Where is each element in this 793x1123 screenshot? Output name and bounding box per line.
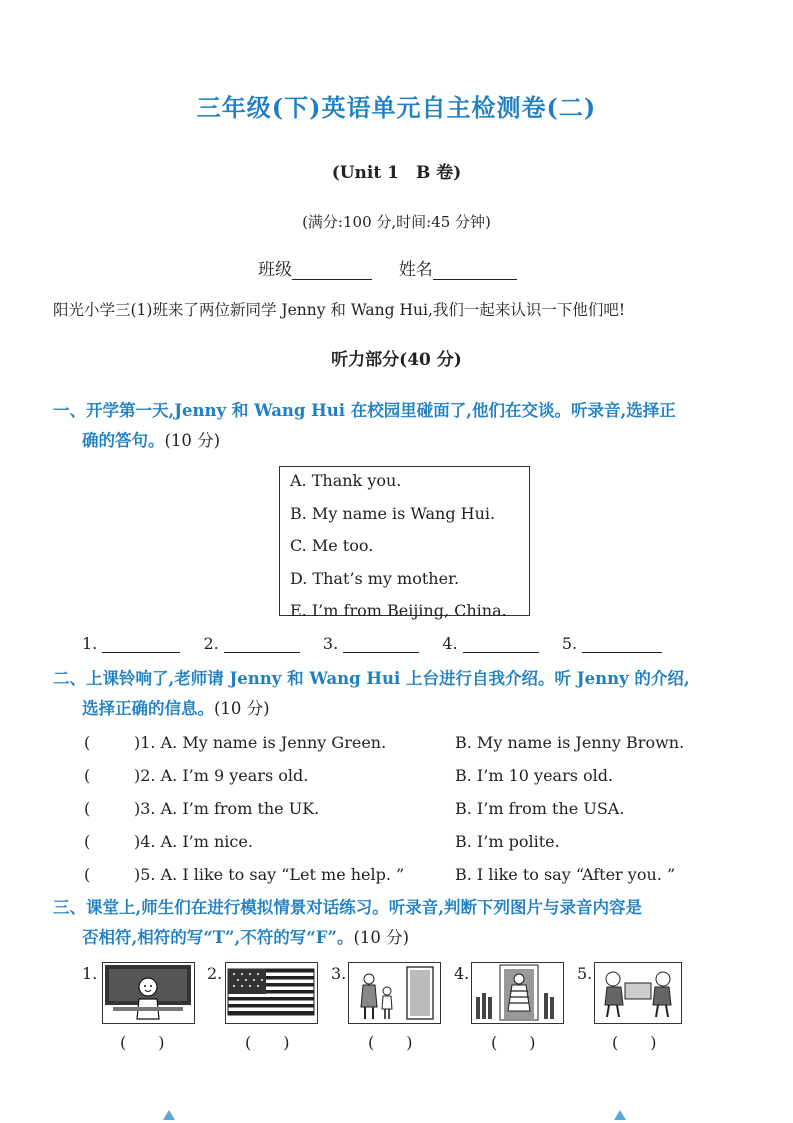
answer-label-3: 3. (322, 634, 339, 653)
answer-label-1: 1. (82, 634, 98, 653)
answer-blank-1[interactable] (102, 636, 180, 653)
picture-number-5: 5. (577, 964, 593, 983)
section1-heading-line2: 确的答句。 (82, 431, 165, 450)
picture-answer-1[interactable]: ( ) (120, 1033, 165, 1052)
section1-answer-blanks (82, 634, 680, 653)
answer-label-2: 2. (203, 634, 219, 653)
teacher-at-blackboard-icon (103, 963, 193, 1022)
section1-points: (10 分) (164, 431, 221, 450)
section3-heading (53, 893, 642, 953)
section3-heading-line2: 否相符,相符的写“T”,不符的写“F”。 (82, 928, 354, 947)
question-option-b: B. My name is Jenny Brown. (455, 733, 685, 752)
question-row (84, 726, 744, 759)
option-b: B. My name is Wang Hui. (290, 503, 496, 523)
unit-subtitle: (Unit 1 B 卷) (331, 163, 462, 183)
family-at-door-icon (349, 963, 439, 1022)
intro-text: 阳光小学三(1)班来了两位新同学 Jenny 和 Wang Hui,我们一起来认识一下他们吧! (53, 301, 626, 319)
picture-answer-4[interactable]: ( ) (491, 1033, 536, 1052)
picture-number-1: 1. (82, 964, 98, 983)
question-option-a: )4. A. I’m nice. (134, 832, 253, 851)
option-a: A. Thank you. (290, 471, 402, 490)
question-option-a: )5. A. I like to say “Let me help. ” (134, 865, 405, 884)
class-blank[interactable] (292, 261, 372, 280)
question-option-b: B. I’m 10 years old. (455, 766, 614, 785)
question-answer-paren[interactable]: ( (84, 766, 91, 785)
answer-blank-3[interactable] (343, 636, 419, 653)
name-label: 姓名 (398, 260, 433, 280)
question-row (84, 825, 744, 858)
option-c: C. Me too. (290, 536, 374, 555)
section2-points: (10 分) (214, 699, 270, 718)
question-option-a: )1. A. My name is Jenny Green. (134, 733, 387, 752)
question-option-a: )3. A. I’m from the UK. (134, 799, 320, 818)
picture-1 (102, 962, 195, 1024)
picture-answer-3[interactable]: ( ) (368, 1033, 413, 1052)
picture-number-2: 2. (207, 964, 223, 983)
section2-questions (84, 726, 744, 891)
picture-5 (594, 962, 682, 1024)
class-label: 班级 (258, 260, 292, 280)
picture-answer-2[interactable]: ( ) (245, 1033, 290, 1052)
section3-heading-line1: 三、课堂上,师生们在进行模拟情景对话练习。听录音,判断下列图片与录音内容是 (53, 898, 642, 917)
question-row (84, 858, 744, 891)
picture-number-3: 3. (331, 964, 347, 983)
picture-2 (225, 962, 318, 1024)
answer-blank-2[interactable] (224, 636, 300, 653)
corner-mark-left (163, 1110, 175, 1120)
class-name-line (258, 255, 517, 280)
section1-heading (53, 396, 676, 456)
question-answer-paren[interactable]: ( (84, 733, 91, 752)
question-option-b: B. I’m polite. (455, 832, 560, 851)
picture-answer-5[interactable]: ( ) (612, 1033, 657, 1052)
section2-heading (53, 664, 690, 724)
option-d: D. That’s my mother. (290, 568, 460, 588)
section2-heading-line2: 选择正确的信息。 (82, 699, 214, 718)
question-row (84, 759, 744, 792)
picture-4 (471, 962, 564, 1024)
us-flag-icon (226, 963, 316, 1022)
two-children-carrying-box-icon (595, 963, 680, 1022)
section2-heading-line1: 二、上课铃响了,老师请 Jenny 和 Wang Hui 上台进行自我介绍。听 Jenny 的介绍, (53, 669, 690, 688)
section1-heading-line1: 一、开学第一天,Jenny 和 Wang Hui 在校园里碰面了,他们在交谈。听录音,选择正 (53, 401, 676, 420)
section1-options-box (279, 466, 530, 620)
question-answer-paren[interactable]: ( (84, 865, 91, 884)
question-row (84, 792, 744, 825)
picture-number-4: 4. (454, 964, 470, 983)
answer-blank-4[interactable] (463, 636, 539, 653)
woman-at-doorway-icon (472, 963, 562, 1022)
score-info: (满分:100 分,时间:45 分钟) (302, 213, 491, 231)
question-answer-paren[interactable]: ( (84, 799, 91, 818)
corner-mark-right (614, 1110, 626, 1120)
answer-label-5: 5. (561, 634, 578, 653)
answer-blank-5[interactable] (582, 636, 662, 653)
question-option-a: )2. A. I’m 9 years old. (134, 766, 309, 785)
section3-points: (10 分) (353, 928, 410, 947)
question-answer-paren[interactable]: ( (84, 832, 91, 851)
answer-label-4: 4. (442, 634, 458, 653)
name-blank[interactable] (433, 261, 517, 280)
question-option-b: B. I’m from the USA. (455, 799, 625, 818)
section3-pictures (82, 962, 702, 1062)
listening-title: 听力部分(40 分) (331, 350, 462, 370)
picture-3 (348, 962, 441, 1024)
question-option-b: B. I like to say “After you. ” (455, 865, 676, 884)
page-title: 三年级(下)英语单元自主检测卷(二) (196, 93, 597, 122)
option-e: E. I’m from Beijing, China. (290, 601, 507, 620)
